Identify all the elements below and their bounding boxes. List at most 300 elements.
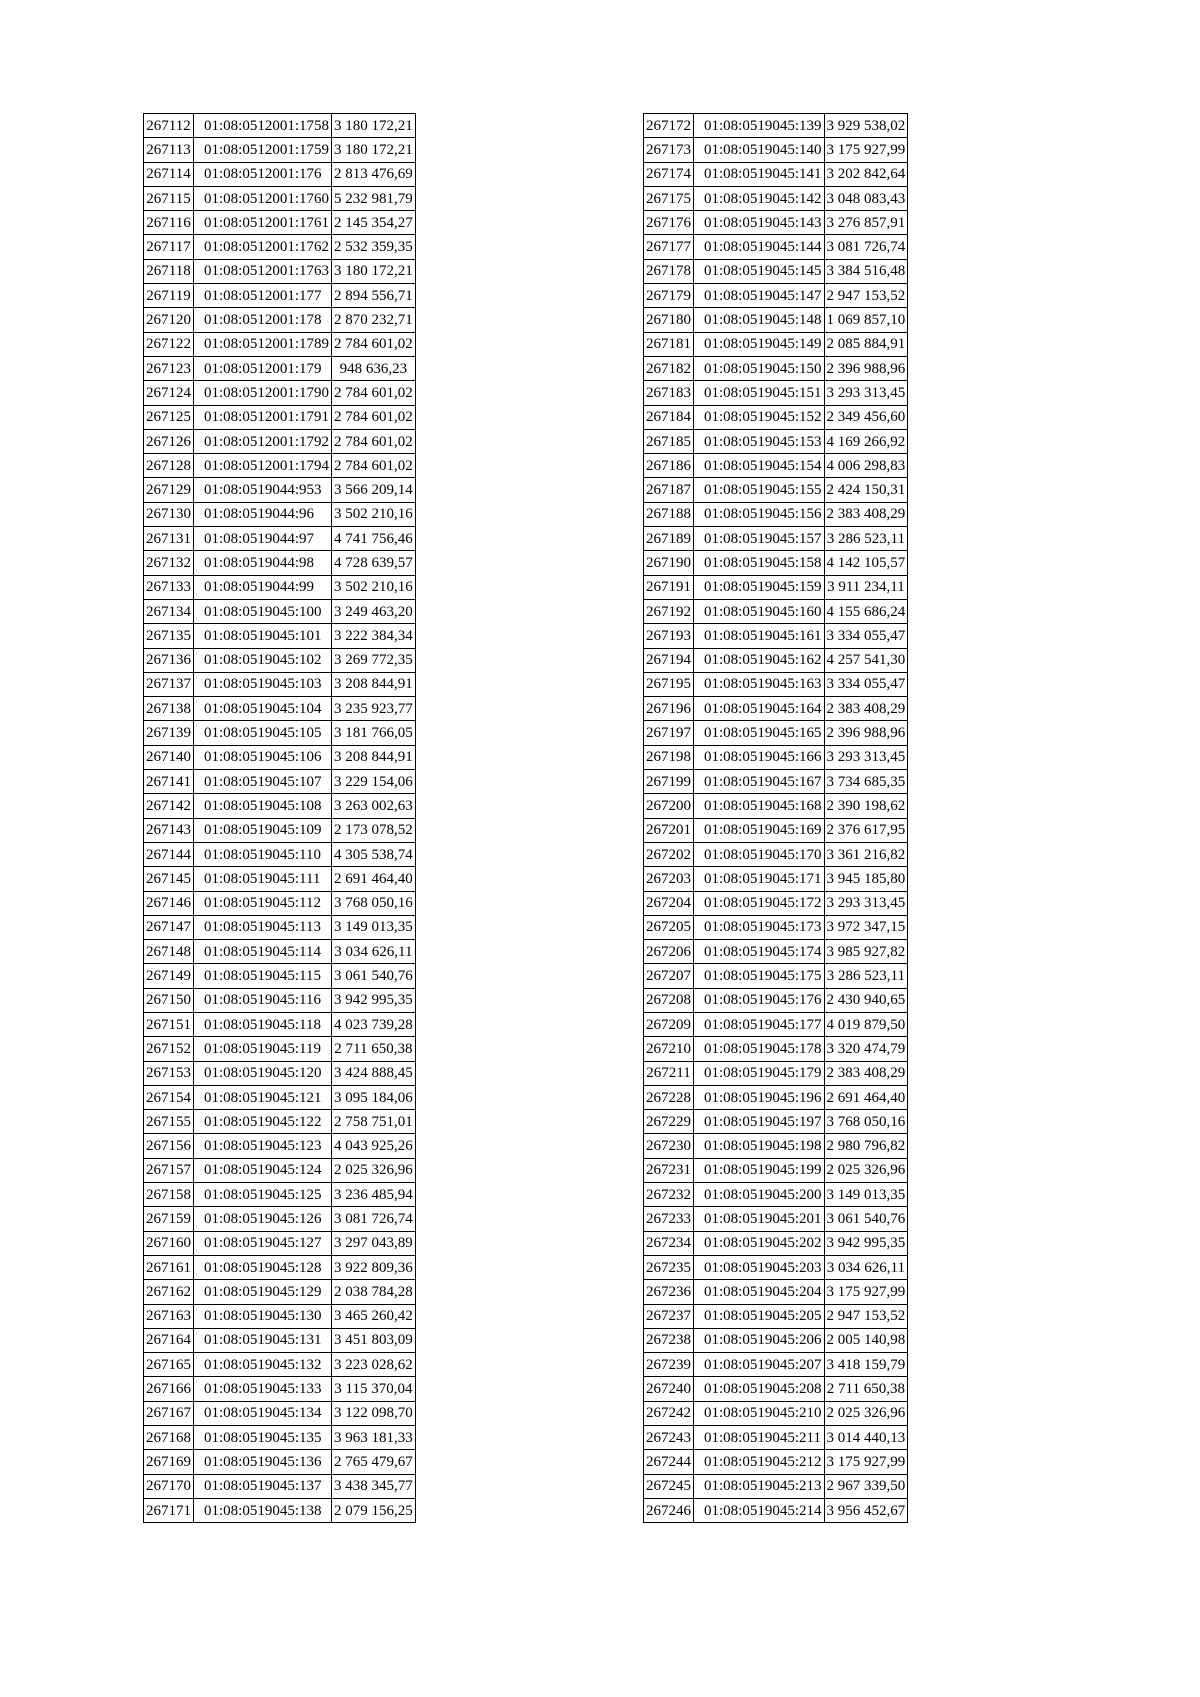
row-number-cell: 267118 bbox=[144, 259, 194, 283]
cadastral-value-cell: 3 734 685,35 bbox=[824, 770, 908, 794]
table-row bbox=[644, 381, 908, 405]
table-row bbox=[644, 624, 908, 648]
row-number-cell: 267186 bbox=[644, 454, 694, 478]
cadastral-number-cell: 01:08:0519045:119 bbox=[194, 1037, 332, 1061]
cadastral-number-cell: 01:08:0519045:196 bbox=[694, 1085, 825, 1109]
row-number-cell: 267142 bbox=[144, 794, 194, 818]
cadastral-number-cell: 01:08:0519045:130 bbox=[194, 1304, 332, 1328]
cadastral-number-cell: 01:08:0519045:105 bbox=[194, 721, 332, 745]
cadastral-number-cell: 01:08:0519045:163 bbox=[694, 672, 825, 696]
cadastral-value-cell: 2 784 601,02 bbox=[332, 405, 416, 429]
cadastral-number-cell: 01:08:0519045:113 bbox=[194, 915, 332, 939]
cadastral-number-cell: 01:08:0519045:170 bbox=[694, 842, 825, 866]
table-row bbox=[144, 308, 416, 332]
cadastral-value-cell: 2 383 408,29 bbox=[824, 697, 908, 721]
cadastral-number-cell: 01:08:0512001:1794 bbox=[194, 454, 332, 478]
row-number-cell: 267161 bbox=[144, 1255, 194, 1279]
table-row bbox=[644, 527, 908, 551]
row-number-cell: 267157 bbox=[144, 1158, 194, 1182]
cadastral-number-cell: 01:08:0519045:166 bbox=[694, 745, 825, 769]
row-number-cell: 267132 bbox=[144, 551, 194, 575]
cadastral-number-cell: 01:08:0512001:1790 bbox=[194, 381, 332, 405]
row-number-cell: 267182 bbox=[644, 356, 694, 380]
table-row bbox=[144, 721, 416, 745]
cadastral-number-cell: 01:08:0519044:96 bbox=[194, 502, 332, 526]
row-number-cell: 267205 bbox=[644, 915, 694, 939]
cadastral-value-cell: 3 334 055,47 bbox=[824, 624, 908, 648]
cadastral-value-cell: 5 232 981,79 bbox=[332, 186, 416, 210]
table-row bbox=[144, 235, 416, 259]
cadastral-number-cell: 01:08:0519045:145 bbox=[694, 259, 825, 283]
cadastral-value-cell: 2 349 456,60 bbox=[824, 405, 908, 429]
cadastral-number-cell: 01:08:0519045:168 bbox=[694, 794, 825, 818]
row-number-cell: 267239 bbox=[644, 1353, 694, 1377]
table-row bbox=[144, 1183, 416, 1207]
table-row bbox=[144, 1280, 416, 1304]
cadastral-number-cell: 01:08:0519045:174 bbox=[694, 940, 825, 964]
table-row bbox=[144, 162, 416, 186]
cadastral-number-cell: 01:08:0519045:171 bbox=[694, 867, 825, 891]
cadastral-number-cell: 01:08:0519045:164 bbox=[694, 697, 825, 721]
table-row bbox=[144, 672, 416, 696]
cadastral-number-cell: 01:08:0519045:197 bbox=[694, 1110, 825, 1134]
cadastral-number-cell: 01:08:0519045:144 bbox=[694, 235, 825, 259]
cadastral-value-cell: 3 180 172,21 bbox=[332, 114, 416, 138]
row-number-cell: 267203 bbox=[644, 867, 694, 891]
row-number-cell: 267242 bbox=[644, 1401, 694, 1425]
cadastral-number-cell: 01:08:0519045:148 bbox=[694, 308, 825, 332]
table-row bbox=[644, 940, 908, 964]
cadastral-number-cell: 01:08:0512001:1792 bbox=[194, 429, 332, 453]
row-number-cell: 267117 bbox=[144, 235, 194, 259]
table-row bbox=[644, 891, 908, 915]
cadastral-number-cell: 01:08:0519045:159 bbox=[694, 575, 825, 599]
row-number-cell: 267136 bbox=[144, 648, 194, 672]
row-number-cell: 267228 bbox=[644, 1085, 694, 1109]
cadastral-number-cell: 01:08:0519044:98 bbox=[194, 551, 332, 575]
row-number-cell: 267208 bbox=[644, 988, 694, 1012]
table-row bbox=[144, 478, 416, 502]
cadastral-value-cell: 2 396 988,96 bbox=[824, 721, 908, 745]
table-row bbox=[144, 381, 416, 405]
row-number-cell: 267244 bbox=[644, 1450, 694, 1474]
cadastral-value-cell: 2 383 408,29 bbox=[824, 1061, 908, 1085]
table-row bbox=[644, 867, 908, 891]
cadastral-number-cell: 01:08:0519045:140 bbox=[694, 138, 825, 162]
cadastral-number-cell: 01:08:0519045:127 bbox=[194, 1231, 332, 1255]
cadastral-number-cell: 01:08:0519045:142 bbox=[694, 186, 825, 210]
cadastral-number-cell: 01:08:0519045:156 bbox=[694, 502, 825, 526]
cadastral-number-cell: 01:08:0519045:155 bbox=[694, 478, 825, 502]
table-row bbox=[144, 648, 416, 672]
table-row bbox=[144, 1328, 416, 1352]
row-number-cell: 267126 bbox=[144, 429, 194, 453]
cadastral-number-cell: 01:08:0519045:207 bbox=[694, 1353, 825, 1377]
cadastral-number-cell: 01:08:0519045:111 bbox=[194, 867, 332, 891]
row-number-cell: 267229 bbox=[644, 1110, 694, 1134]
table-row bbox=[644, 1061, 908, 1085]
cadastral-value-cell: 2 532 359,35 bbox=[332, 235, 416, 259]
cadastral-number-cell: 01:08:0512001:1759 bbox=[194, 138, 332, 162]
row-number-cell: 267172 bbox=[644, 114, 694, 138]
row-number-cell: 267124 bbox=[144, 381, 194, 405]
row-number-cell: 267114 bbox=[144, 162, 194, 186]
row-number-cell: 267115 bbox=[144, 186, 194, 210]
table-row bbox=[644, 1085, 908, 1109]
table-row bbox=[644, 1498, 908, 1522]
row-number-cell: 267170 bbox=[144, 1474, 194, 1498]
table-row bbox=[644, 1110, 908, 1134]
cadastral-value-cell: 3 181 766,05 bbox=[332, 721, 416, 745]
table-row bbox=[144, 891, 416, 915]
land-plots-table-right bbox=[643, 113, 908, 1523]
table-row bbox=[644, 1183, 908, 1207]
row-number-cell: 267171 bbox=[144, 1498, 194, 1522]
table-row bbox=[144, 356, 416, 380]
table-row bbox=[144, 1085, 416, 1109]
row-number-cell: 267125 bbox=[144, 405, 194, 429]
table-row bbox=[144, 624, 416, 648]
cadastral-value-cell: 2 079 156,25 bbox=[332, 1498, 416, 1522]
table-row bbox=[644, 332, 908, 356]
row-number-cell: 267113 bbox=[144, 138, 194, 162]
row-number-cell: 267129 bbox=[144, 478, 194, 502]
cadastral-value-cell: 3 985 927,82 bbox=[824, 940, 908, 964]
cadastral-number-cell: 01:08:0519045:203 bbox=[694, 1255, 825, 1279]
row-number-cell: 267147 bbox=[144, 915, 194, 939]
cadastral-value-cell: 2 784 601,02 bbox=[332, 429, 416, 453]
table-row bbox=[644, 1474, 908, 1498]
cadastral-value-cell: 3 175 927,99 bbox=[824, 138, 908, 162]
table-row bbox=[644, 697, 908, 721]
row-number-cell: 267206 bbox=[644, 940, 694, 964]
cadastral-value-cell: 3 081 726,74 bbox=[332, 1207, 416, 1231]
cadastral-value-cell: 3 361 216,82 bbox=[824, 842, 908, 866]
cadastral-value-cell: 2 711 650,38 bbox=[332, 1037, 416, 1061]
row-number-cell: 267156 bbox=[144, 1134, 194, 1158]
table-row bbox=[144, 1037, 416, 1061]
cadastral-value-cell: 3 945 185,80 bbox=[824, 867, 908, 891]
row-number-cell: 267139 bbox=[144, 721, 194, 745]
table-body-left bbox=[144, 114, 416, 1523]
row-number-cell: 267207 bbox=[644, 964, 694, 988]
cadastral-value-cell: 3 972 347,15 bbox=[824, 915, 908, 939]
cadastral-value-cell: 3 223 028,62 bbox=[332, 1353, 416, 1377]
cadastral-number-cell: 01:08:0519045:132 bbox=[194, 1353, 332, 1377]
row-number-cell: 267145 bbox=[144, 867, 194, 891]
row-number-cell: 267187 bbox=[644, 478, 694, 502]
table-row bbox=[144, 867, 416, 891]
cadastral-value-cell: 4 023 739,28 bbox=[332, 1012, 416, 1036]
row-number-cell: 267138 bbox=[144, 697, 194, 721]
row-number-cell: 267146 bbox=[144, 891, 194, 915]
cadastral-number-cell: 01:08:0519045:214 bbox=[694, 1498, 825, 1522]
cadastral-value-cell: 3 297 043,89 bbox=[332, 1231, 416, 1255]
table-row bbox=[144, 1061, 416, 1085]
cadastral-value-cell: 3 566 209,14 bbox=[332, 478, 416, 502]
table-row bbox=[144, 770, 416, 794]
row-number-cell: 267192 bbox=[644, 599, 694, 623]
cadastral-value-cell: 3 384 516,48 bbox=[824, 259, 908, 283]
cadastral-value-cell: 3 208 844,91 bbox=[332, 672, 416, 696]
table-row bbox=[144, 405, 416, 429]
row-number-cell: 267240 bbox=[644, 1377, 694, 1401]
cadastral-value-cell: 2 980 796,82 bbox=[824, 1134, 908, 1158]
row-number-cell: 267198 bbox=[644, 745, 694, 769]
cadastral-number-cell: 01:08:0519045:149 bbox=[694, 332, 825, 356]
row-number-cell: 267193 bbox=[644, 624, 694, 648]
cadastral-value-cell: 2 396 988,96 bbox=[824, 356, 908, 380]
table-row bbox=[144, 1426, 416, 1450]
table-row bbox=[644, 114, 908, 138]
row-number-cell: 267233 bbox=[644, 1207, 694, 1231]
table-row bbox=[644, 988, 908, 1012]
cadastral-number-cell: 01:08:0519045:101 bbox=[194, 624, 332, 648]
table-row bbox=[644, 672, 908, 696]
cadastral-number-cell: 01:08:0519045:143 bbox=[694, 211, 825, 235]
cadastral-value-cell: 3 293 313,45 bbox=[824, 891, 908, 915]
table-row bbox=[144, 818, 416, 842]
cadastral-value-cell: 3 149 013,35 bbox=[332, 915, 416, 939]
table-row bbox=[144, 1134, 416, 1158]
table-row bbox=[144, 599, 416, 623]
cadastral-value-cell: 2 784 601,02 bbox=[332, 332, 416, 356]
cadastral-number-cell: 01:08:0519045:135 bbox=[194, 1426, 332, 1450]
table-row bbox=[144, 745, 416, 769]
cadastral-value-cell: 3 222 384,34 bbox=[332, 624, 416, 648]
table-row bbox=[644, 405, 908, 429]
cadastral-number-cell: 01:08:0512001:1758 bbox=[194, 114, 332, 138]
cadastral-value-cell: 3 034 626,11 bbox=[824, 1255, 908, 1279]
cadastral-number-cell: 01:08:0519045:109 bbox=[194, 818, 332, 842]
table-row bbox=[644, 235, 908, 259]
table-row bbox=[144, 915, 416, 939]
cadastral-number-cell: 01:08:0519045:115 bbox=[194, 964, 332, 988]
table-row bbox=[144, 527, 416, 551]
cadastral-number-cell: 01:08:0519045:153 bbox=[694, 429, 825, 453]
cadastral-number-cell: 01:08:0512001:1791 bbox=[194, 405, 332, 429]
cadastral-value-cell: 3 424 888,45 bbox=[332, 1061, 416, 1085]
cadastral-value-cell: 2 005 140,98 bbox=[824, 1328, 908, 1352]
cadastral-number-cell: 01:08:0519045:104 bbox=[194, 697, 332, 721]
table-row bbox=[644, 551, 908, 575]
cadastral-value-cell: 3 334 055,47 bbox=[824, 672, 908, 696]
cadastral-value-cell: 4 741 756,46 bbox=[332, 527, 416, 551]
cadastral-value-cell: 3 034 626,11 bbox=[332, 940, 416, 964]
cadastral-number-cell: 01:08:0519045:169 bbox=[694, 818, 825, 842]
cadastral-number-cell: 01:08:0512001:179 bbox=[194, 356, 332, 380]
cadastral-value-cell: 3 180 172,21 bbox=[332, 259, 416, 283]
table-row bbox=[644, 1280, 908, 1304]
cadastral-number-cell: 01:08:0512001:178 bbox=[194, 308, 332, 332]
cadastral-number-cell: 01:08:0519045:123 bbox=[194, 1134, 332, 1158]
cadastral-value-cell: 3 048 083,43 bbox=[824, 186, 908, 210]
cadastral-value-cell: 3 208 844,91 bbox=[332, 745, 416, 769]
table-row bbox=[144, 940, 416, 964]
table-row bbox=[144, 1474, 416, 1498]
cadastral-value-cell: 3 229 154,06 bbox=[332, 770, 416, 794]
row-number-cell: 267188 bbox=[644, 502, 694, 526]
row-number-cell: 267144 bbox=[144, 842, 194, 866]
cadastral-value-cell: 2 691 464,40 bbox=[824, 1085, 908, 1109]
cadastral-number-cell: 01:08:0519045:121 bbox=[194, 1085, 332, 1109]
table-row bbox=[144, 502, 416, 526]
table-row bbox=[144, 697, 416, 721]
row-number-cell: 267237 bbox=[644, 1304, 694, 1328]
cadastral-value-cell: 3 276 857,91 bbox=[824, 211, 908, 235]
row-number-cell: 267185 bbox=[644, 429, 694, 453]
cadastral-value-cell: 2 758 751,01 bbox=[332, 1110, 416, 1134]
row-number-cell: 267235 bbox=[644, 1255, 694, 1279]
table-row bbox=[144, 1304, 416, 1328]
cadastral-number-cell: 01:08:0519045:175 bbox=[694, 964, 825, 988]
cadastral-value-cell: 3 202 842,64 bbox=[824, 162, 908, 186]
cadastral-value-cell: 4 142 105,57 bbox=[824, 551, 908, 575]
cadastral-value-cell: 2 813 476,69 bbox=[332, 162, 416, 186]
row-number-cell: 267120 bbox=[144, 308, 194, 332]
cadastral-value-cell: 2 765 479,67 bbox=[332, 1450, 416, 1474]
row-number-cell: 267154 bbox=[144, 1085, 194, 1109]
table-row bbox=[144, 1450, 416, 1474]
table-row bbox=[644, 915, 908, 939]
row-number-cell: 267231 bbox=[644, 1158, 694, 1182]
row-number-cell: 267199 bbox=[644, 770, 694, 794]
cadastral-number-cell: 01:08:0512001:1762 bbox=[194, 235, 332, 259]
cadastral-number-cell: 01:08:0519045:158 bbox=[694, 551, 825, 575]
cadastral-number-cell: 01:08:0519045:178 bbox=[694, 1037, 825, 1061]
cadastral-value-cell: 3 418 159,79 bbox=[824, 1353, 908, 1377]
cadastral-value-cell: 3 293 313,45 bbox=[824, 745, 908, 769]
cadastral-value-cell: 4 155 686,24 bbox=[824, 599, 908, 623]
cadastral-value-cell: 2 025 326,96 bbox=[824, 1158, 908, 1182]
table-row bbox=[644, 454, 908, 478]
row-number-cell: 267204 bbox=[644, 891, 694, 915]
cadastral-value-cell: 2 784 601,02 bbox=[332, 381, 416, 405]
table-row bbox=[144, 1255, 416, 1279]
table-row bbox=[144, 114, 416, 138]
cadastral-number-cell: 01:08:0519045:139 bbox=[694, 114, 825, 138]
cadastral-value-cell: 3 438 345,77 bbox=[332, 1474, 416, 1498]
table-row bbox=[144, 964, 416, 988]
cadastral-number-cell: 01:08:0519045:136 bbox=[194, 1450, 332, 1474]
table-row bbox=[644, 818, 908, 842]
table-row bbox=[644, 1377, 908, 1401]
cadastral-value-cell: 3 235 923,77 bbox=[332, 697, 416, 721]
cadastral-value-cell: 2 376 617,95 bbox=[824, 818, 908, 842]
table-row bbox=[644, 356, 908, 380]
row-number-cell: 267165 bbox=[144, 1353, 194, 1377]
cadastral-number-cell: 01:08:0519044:97 bbox=[194, 527, 332, 551]
row-number-cell: 267112 bbox=[144, 114, 194, 138]
cadastral-value-cell: 3 502 210,16 bbox=[332, 575, 416, 599]
table-row bbox=[144, 1110, 416, 1134]
cadastral-value-cell: 3 061 540,76 bbox=[824, 1207, 908, 1231]
cadastral-value-cell: 2 870 232,71 bbox=[332, 308, 416, 332]
row-number-cell: 267137 bbox=[144, 672, 194, 696]
row-number-cell: 267152 bbox=[144, 1037, 194, 1061]
cadastral-value-cell: 3 115 370,04 bbox=[332, 1377, 416, 1401]
cadastral-value-cell: 2 784 601,02 bbox=[332, 454, 416, 478]
table-row bbox=[644, 648, 908, 672]
cadastral-value-cell: 2 947 153,52 bbox=[824, 1304, 908, 1328]
cadastral-value-cell: 3 956 452,67 bbox=[824, 1498, 908, 1522]
row-number-cell: 267196 bbox=[644, 697, 694, 721]
table-row bbox=[644, 308, 908, 332]
row-number-cell: 267174 bbox=[644, 162, 694, 186]
cadastral-number-cell: 01:08:0519045:114 bbox=[194, 940, 332, 964]
row-number-cell: 267211 bbox=[644, 1061, 694, 1085]
cadastral-number-cell: 01:08:0519045:103 bbox=[194, 672, 332, 696]
cadastral-number-cell: 01:08:0519045:172 bbox=[694, 891, 825, 915]
row-number-cell: 267119 bbox=[144, 284, 194, 308]
cadastral-value-cell: 3 122 098,70 bbox=[332, 1401, 416, 1425]
cadastral-number-cell: 01:08:0519045:128 bbox=[194, 1255, 332, 1279]
table-row bbox=[144, 284, 416, 308]
row-number-cell: 267143 bbox=[144, 818, 194, 842]
cadastral-value-cell: 4 257 541,30 bbox=[824, 648, 908, 672]
cadastral-number-cell: 01:08:0519045:204 bbox=[694, 1280, 825, 1304]
table-row bbox=[144, 1498, 416, 1522]
row-number-cell: 267155 bbox=[144, 1110, 194, 1134]
cadastral-value-cell: 2 025 326,96 bbox=[332, 1158, 416, 1182]
cadastral-number-cell: 01:08:0519045:133 bbox=[194, 1377, 332, 1401]
cadastral-number-cell: 01:08:0519045:122 bbox=[194, 1110, 332, 1134]
row-number-cell: 267189 bbox=[644, 527, 694, 551]
cadastral-number-cell: 01:08:0519045:102 bbox=[194, 648, 332, 672]
cadastral-number-cell: 01:08:0519045:167 bbox=[694, 770, 825, 794]
cadastral-value-cell: 2 145 354,27 bbox=[332, 211, 416, 235]
cadastral-value-cell: 3 922 809,36 bbox=[332, 1255, 416, 1279]
cadastral-value-cell: 3 942 995,35 bbox=[332, 988, 416, 1012]
table-row bbox=[644, 1255, 908, 1279]
row-number-cell: 267169 bbox=[144, 1450, 194, 1474]
table-row bbox=[644, 1012, 908, 1036]
table-row bbox=[644, 1231, 908, 1255]
cadastral-value-cell: 3 911 234,11 bbox=[824, 575, 908, 599]
table-row bbox=[644, 794, 908, 818]
cadastral-number-cell: 01:08:0519045:200 bbox=[694, 1183, 825, 1207]
cadastral-value-cell: 3 269 772,35 bbox=[332, 648, 416, 672]
cadastral-value-cell: 3 149 013,35 bbox=[824, 1183, 908, 1207]
table-row bbox=[644, 502, 908, 526]
table-row bbox=[644, 162, 908, 186]
table-row bbox=[644, 429, 908, 453]
row-number-cell: 267232 bbox=[644, 1183, 694, 1207]
row-number-cell: 267131 bbox=[144, 527, 194, 551]
table-row bbox=[644, 599, 908, 623]
cadastral-value-cell: 3 451 803,09 bbox=[332, 1328, 416, 1352]
cadastral-number-cell: 01:08:0519045:152 bbox=[694, 405, 825, 429]
cadastral-value-cell: 2 691 464,40 bbox=[332, 867, 416, 891]
row-number-cell: 267178 bbox=[644, 259, 694, 283]
cadastral-number-cell: 01:08:0519045:137 bbox=[194, 1474, 332, 1498]
cadastral-number-cell: 01:08:0519045:107 bbox=[194, 770, 332, 794]
table-row bbox=[644, 721, 908, 745]
table-row bbox=[644, 284, 908, 308]
table-row bbox=[644, 138, 908, 162]
cadastral-number-cell: 01:08:0519045:212 bbox=[694, 1450, 825, 1474]
cadastral-value-cell: 3 293 313,45 bbox=[824, 381, 908, 405]
row-number-cell: 267201 bbox=[644, 818, 694, 842]
table-row bbox=[144, 259, 416, 283]
cadastral-number-cell: 01:08:0519045:108 bbox=[194, 794, 332, 818]
cadastral-number-cell: 01:08:0519045:150 bbox=[694, 356, 825, 380]
table-row bbox=[644, 1353, 908, 1377]
cadastral-value-cell: 4 019 879,50 bbox=[824, 1012, 908, 1036]
row-number-cell: 267158 bbox=[144, 1183, 194, 1207]
table-row bbox=[144, 211, 416, 235]
cadastral-number-cell: 01:08:0519045:202 bbox=[694, 1231, 825, 1255]
